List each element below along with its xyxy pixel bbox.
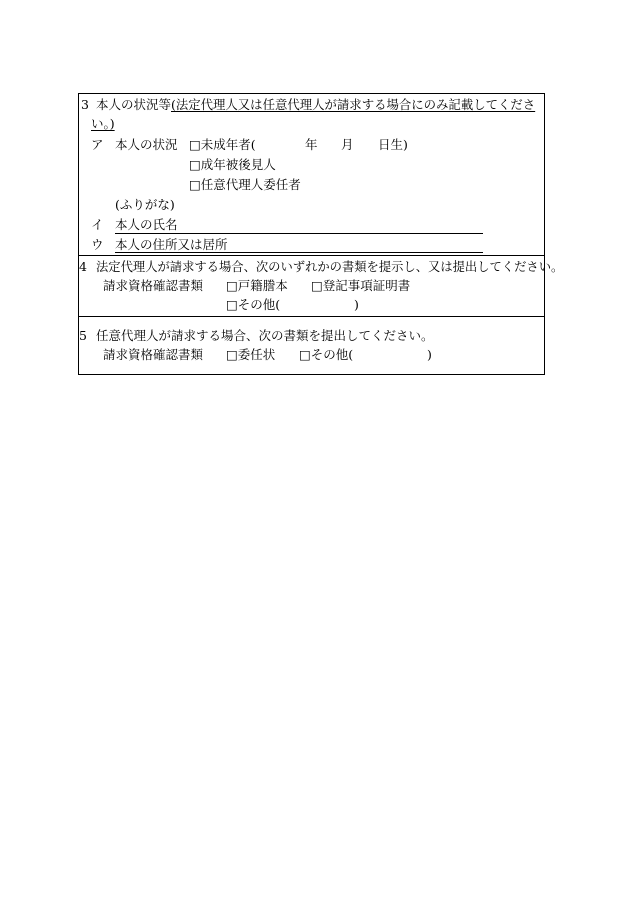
section3-note-line1: (法定代理人又は任意代理人が請求する場合にのみ記載してくださ [171,97,536,112]
section5-text: 任意代理人が請求する場合、次の書類を提出してください。 [96,328,434,343]
section5-close-paren: ) [427,347,432,362]
address-input-line[interactable] [115,252,483,253]
item-a-label: 本人の状況 [115,137,178,152]
checkbox-minor[interactable]: □未成年者( [189,137,256,152]
item-u-label: 本人の住所又は居所 [115,237,228,252]
minor-month-label: 月 [341,137,354,152]
checkbox-other-4[interactable]: □その他( [226,297,281,312]
checkbox-adult-ward[interactable]: □成年被後見人 [189,157,276,172]
divider-3-4 [78,255,545,256]
section4-close-paren: ) [354,297,359,312]
checkbox-principal[interactable]: □任意代理人委任者 [189,177,301,192]
section5-number: 5 [79,328,87,343]
item-u-mark: ウ [91,237,104,252]
section3-note-line2: い。) [91,116,115,131]
checkbox-koseki[interactable]: □戸籍謄本 [226,278,288,293]
minor-day-label: 日生) [378,137,408,152]
furigana-label: (ふりがな) [115,197,175,212]
divider-4-5 [78,316,545,317]
item-a-mark: ア [91,137,104,152]
checkbox-other-5[interactable]: □その他( [299,347,354,362]
section5-docs-label: 請求資格確認書類 [103,347,204,362]
checkbox-registry-certificate[interactable]: □登記事項証明書 [311,278,411,293]
section4-number: 4 [79,259,87,274]
minor-year-label: 年 [305,137,318,152]
section4-text: 法定代理人が請求する場合、次のいずれかの書類を提示し、又は提出してください。 [96,260,564,274]
checkbox-power-of-attorney[interactable]: □委任状 [226,347,276,362]
section3-title: 本人の状況等 [96,97,172,112]
section4-docs-label: 請求資格確認書類 [103,278,204,293]
name-input-line[interactable] [115,233,483,234]
item-i-label: 本人の氏名 [115,217,178,232]
section3-number: 3 [81,97,89,112]
item-i-mark: イ [91,217,104,232]
